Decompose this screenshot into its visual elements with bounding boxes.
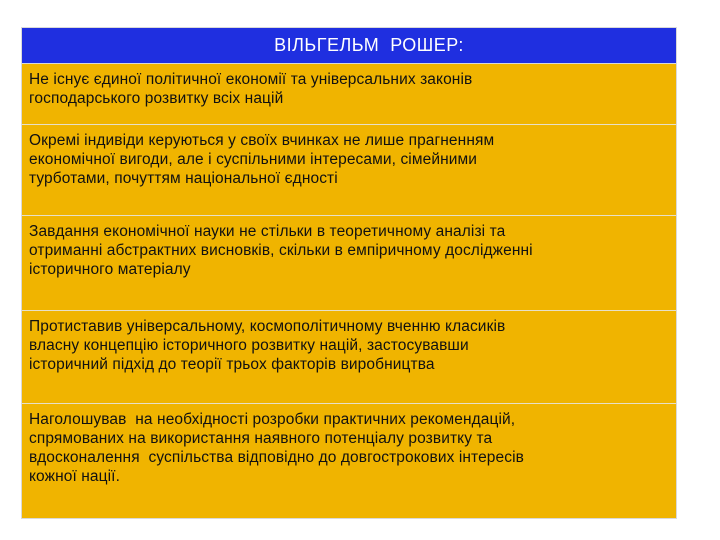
row-1-line-2: господарського розвитку всіх націй bbox=[29, 90, 284, 107]
row-5-line-1: Наголошував на необхідності розробки практичних рекомендацій, bbox=[29, 411, 516, 428]
row-2-line-1: Окремі індивіди керуються у своїх вчинках не лише прагненням bbox=[29, 132, 495, 149]
row-3-line-3: історичного матеріалу bbox=[29, 261, 191, 278]
row-1-line-1: Не існує єдиної політичної економії та універсальних законів bbox=[29, 71, 473, 88]
table-row-1 bbox=[22, 64, 676, 125]
row-5-line-4: кожної нації. bbox=[29, 468, 120, 485]
roscher-table bbox=[21, 27, 677, 519]
row-5-line-3: вдосконалення суспільства відповідно до довгострокових інтересів bbox=[29, 449, 524, 466]
row-4-line-1: Протиставив універсальному, космополітичному вченню класиків bbox=[29, 318, 506, 335]
row-5-line-2: спрямованих на використання наявного потенціалу розвитку та bbox=[29, 430, 493, 447]
header-title: ВІЛЬГЕЛЬМ РОШЕР: bbox=[274, 35, 464, 55]
table-row-5 bbox=[22, 404, 676, 518]
row-2-line-3: турботами, почуттям національної єдності bbox=[29, 170, 338, 187]
table-row-3 bbox=[22, 216, 676, 311]
table-header bbox=[22, 28, 676, 64]
row-3-line-2: отриманні абстрактних висновків, скільки в емпіричному дослідженні bbox=[29, 242, 533, 259]
table-row-2 bbox=[22, 125, 676, 216]
row-4-line-2: власну концепцію історичного розвитку націй, застосувавши bbox=[29, 337, 469, 354]
row-2-line-2: економічної вигоди, але і суспільними інтересами, сімейними bbox=[29, 151, 478, 168]
table-row-4 bbox=[22, 311, 676, 404]
row-3-line-1: Завдання економічної науки не стільки в теоретичному аналізі та bbox=[29, 223, 506, 240]
row-4-line-3: історичний підхід до теорії трьох факторів виробництва bbox=[29, 356, 435, 373]
